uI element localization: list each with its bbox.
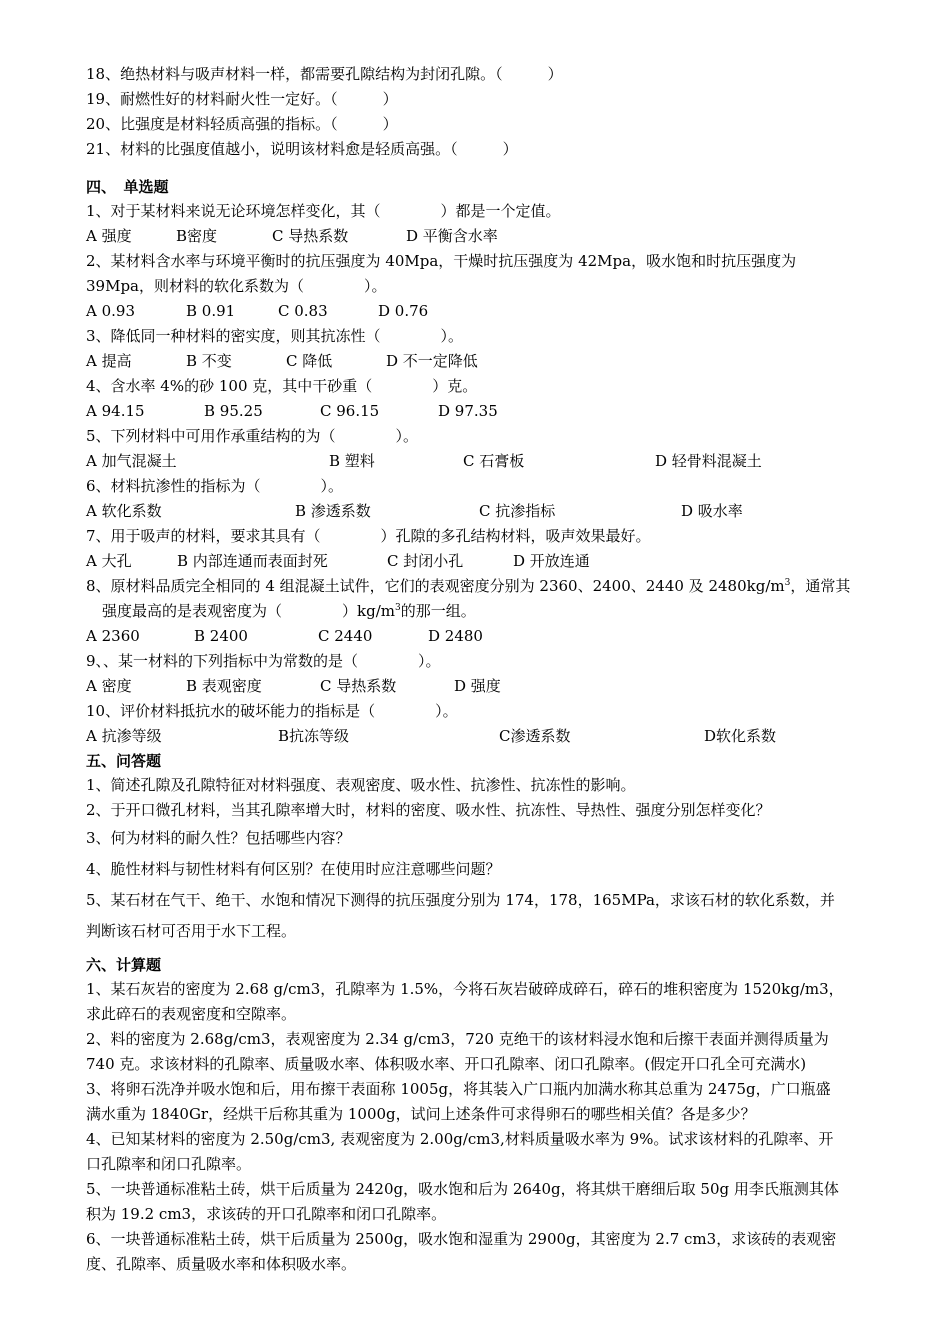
question-2-line-1: 2、某材料含水率与环境平衡时的抗压强度为 40Mpa，干燥时抗压强度为 42Mpa，吸水饱和时抗压强度为 (86, 252, 797, 270)
option: D 0.76 (378, 302, 429, 320)
document-content (86, 62, 896, 1277)
option: D 轻骨料混凝土 (655, 452, 762, 470)
option: C渗透系数 (499, 727, 571, 745)
qa-item-4: 4、脆性材料与韧性材料有何区别？在使用时应注意哪些问题？ (86, 860, 501, 878)
option: C 石膏板 (463, 452, 525, 470)
option: B 不变 (186, 352, 232, 370)
option: B 渗透系数 (295, 502, 371, 520)
superscript: 3 (784, 578, 791, 588)
qa-item-1: 1、简述孔隙及孔隙特征对材料强度、表观密度、吸水性、抗渗性、抗冻性的影响。 (86, 776, 636, 794)
tf-item-18: 18、绝热材料与吸声材料一样，都需要孔隙结构为封闭孔隙。（ ） (86, 65, 563, 83)
question-6-options (86, 499, 896, 524)
qa-item-5-line-1: 5、某石材在气干、绝干、水饱和情况下测得的抗压强度分别为 174，178，165MPa，求该石材的软化系数，并 (86, 891, 835, 909)
question-8-options (86, 624, 896, 649)
calc-item-2-line-2: 740 克。求该材料的孔隙率、质量吸水率、体积吸水率、开口孔隙率、闭口孔隙率。(假定开口孔全可充满水) (86, 1055, 807, 1073)
option: A 提高 (86, 352, 132, 370)
option: B 95.25 (204, 402, 263, 420)
option: C 抗渗指标 (479, 502, 556, 520)
option: D 不一定降低 (386, 352, 478, 370)
calc-item-2-line-1: 2、料的密度为 2.68g/cm3，表观密度为 2.34 g/cm3，720 克绝干的该材料浸水饱和后擦干表面并测得质量为 (86, 1030, 829, 1048)
option: A 大孔 (86, 552, 132, 570)
question-8-text-2-tail: 的那一组。 (400, 602, 476, 620)
question-1: 1、对于某材料来说无论环境怎样变化，其（ ）都是一个定值。 (86, 202, 561, 220)
option: A 0.93 (86, 302, 135, 320)
question-10-options (86, 724, 896, 749)
option: C 导热系数 (320, 677, 397, 695)
calc-item-3-line-2: 满水重为 1840Gr，经烘干后称其重为 1000g，试问上述条件可求得卵石的哪些相关值？各是多少？ (86, 1105, 756, 1123)
calc-item-4-line-1: 4、已知某材料的密度为 2.50g/cm3, 表观密度为 2.00g/cm3,材料质量吸水率为 9%。试求该材料的孔隙率、开 (86, 1130, 834, 1148)
option: D软化系数 (704, 727, 777, 745)
calc-item-1-line-1: 1、某石灰岩的密度为 2.68 g/cm3，孔隙率为 1.5%，今将石灰岩破碎成碎石，碎石的堆积密度为 1520kg/m3， (86, 980, 844, 998)
option: B 0.91 (186, 302, 236, 320)
question-9-options (86, 674, 896, 699)
question-3-options (86, 349, 896, 374)
option: C 2440 (318, 627, 373, 645)
section-5-title: 五、问答题 (86, 752, 162, 770)
calc-item-3-line-1: 3、将卵石洗净并吸水饱和后，用布擦干表面称 1005g，将其装入广口瓶内加满水称其总重为 2475g，广口瓶盛 (86, 1080, 831, 1098)
question-9: 9、、某一材料的下列指标中为常数的是（ ）。 (86, 652, 441, 670)
option: B密度 (176, 227, 218, 245)
superscript: 3 (394, 603, 401, 613)
question-4: 4、含水率 4%的砂 100 克，其中干砂重（ ）克。 (86, 377, 478, 395)
question-7: 7、用于吸声的材料，要求其具有（ ）孔隙的多孔结构材料，吸声效果最好。 (86, 527, 651, 545)
option: B 内部连通而表面封死 (177, 552, 328, 570)
calc-item-6-line-2: 度、孔隙率、质量吸水率和体积吸水率。 (86, 1255, 357, 1273)
option: A 软化系数 (86, 502, 162, 520)
option: D 97.35 (438, 402, 498, 420)
option: A 强度 (86, 227, 132, 245)
option: B 表观密度 (186, 677, 262, 695)
qa-item-3: 3、何为材料的耐久性？包括哪些内容？ (86, 829, 351, 847)
question-8-text-1: 8、原材料品质完全相同的 4 组混凝土试件，它们的表观密度分别为 2360、2400、2440 及 2480kg/m (86, 577, 785, 595)
question-5: 5、下列材料中可用作承重结构的为（ ）。 (86, 427, 419, 445)
option: A 94.15 (86, 402, 145, 420)
option: C 封闭小孔 (387, 552, 464, 570)
qa-item-5-line-2: 判断该石材可否用于水下工程。 (86, 922, 297, 940)
tf-item-20: 20、比强度是材料轻质高强的指标。（ ） (86, 115, 398, 133)
calc-item-1-line-2: 求此碎石的表观密度和空隙率。 (86, 1005, 297, 1023)
qa-item-2: 2、于开口微孔材料，当其孔隙率增大时，材料的密度、吸水性、抗冻性、导热性、强度分别怎样变化？ (86, 801, 771, 819)
option: C 降低 (286, 352, 333, 370)
question-10: 10、评价材料抵抗水的破坏能力的指标是（ ）。 (86, 702, 458, 720)
question-2-line-2: 39Mpa，则材料的软化系数为（ ）。 (86, 277, 387, 295)
question-1-options (86, 224, 896, 249)
calc-item-5-line-2: 积为 19.2 cm3，求该砖的开口孔隙率和闭口孔隙率。 (86, 1205, 447, 1223)
option: C 0.83 (278, 302, 328, 320)
question-8-line-1 (86, 574, 896, 599)
question-2-options (86, 299, 896, 324)
tf-item-19: 19、耐燃性好的材料耐火性一定好。（ ） (86, 90, 398, 108)
calc-item-4-line-2: 口孔隙率和闭口孔隙率。 (86, 1155, 252, 1173)
question-5-options (86, 449, 896, 474)
option: D 2480 (428, 627, 483, 645)
option: C 96.15 (320, 402, 380, 420)
option: D 开放连通 (513, 552, 590, 570)
question-6: 6、材料抗渗性的指标为（ ）。 (86, 477, 344, 495)
question-3: 3、降低同一种材料的密实度，则其抗冻性（ ）。 (86, 327, 464, 345)
option: A 2360 (86, 627, 140, 645)
option: C 导热系数 (272, 227, 349, 245)
option: B抗冻等级 (278, 727, 350, 745)
option: D 强度 (454, 677, 501, 695)
option: D 吸水率 (681, 502, 743, 520)
option: A 抗渗等级 (86, 727, 162, 745)
question-8-line-2 (86, 599, 896, 624)
question-8-text-2: 强度最高的是表观密度为（ ）kg/m (102, 602, 395, 620)
question-4-options (86, 399, 896, 424)
calc-item-6-line-1: 6、一块普通标准粘土砖，烘干后质量为 2500g，吸水饱和湿重为 2900g，其密度为 2.7 cm3，求该砖的表观密 (86, 1230, 837, 1248)
section-6-title: 六、计算题 (86, 956, 162, 974)
question-7-options (86, 549, 896, 574)
option: A 加气混凝土 (86, 452, 177, 470)
section-4-title: 四、 单选题 (86, 178, 169, 196)
option: B 塑料 (329, 452, 375, 470)
tf-item-21: 21、材料的比强度值越小，说明该材料愈是轻质高强。（ ） (86, 140, 518, 158)
calc-item-5-line-1: 5、一块普通标准粘土砖，烘干后质量为 2420g，吸水饱和后为 2640g，将其烘干磨细后取 50g 用李氏瓶测其体 (86, 1180, 839, 1198)
question-8-text-1-tail: ，通常其 (790, 577, 851, 595)
option: D 平衡含水率 (406, 227, 498, 245)
option: B 2400 (194, 627, 248, 645)
option: A 密度 (86, 677, 132, 695)
